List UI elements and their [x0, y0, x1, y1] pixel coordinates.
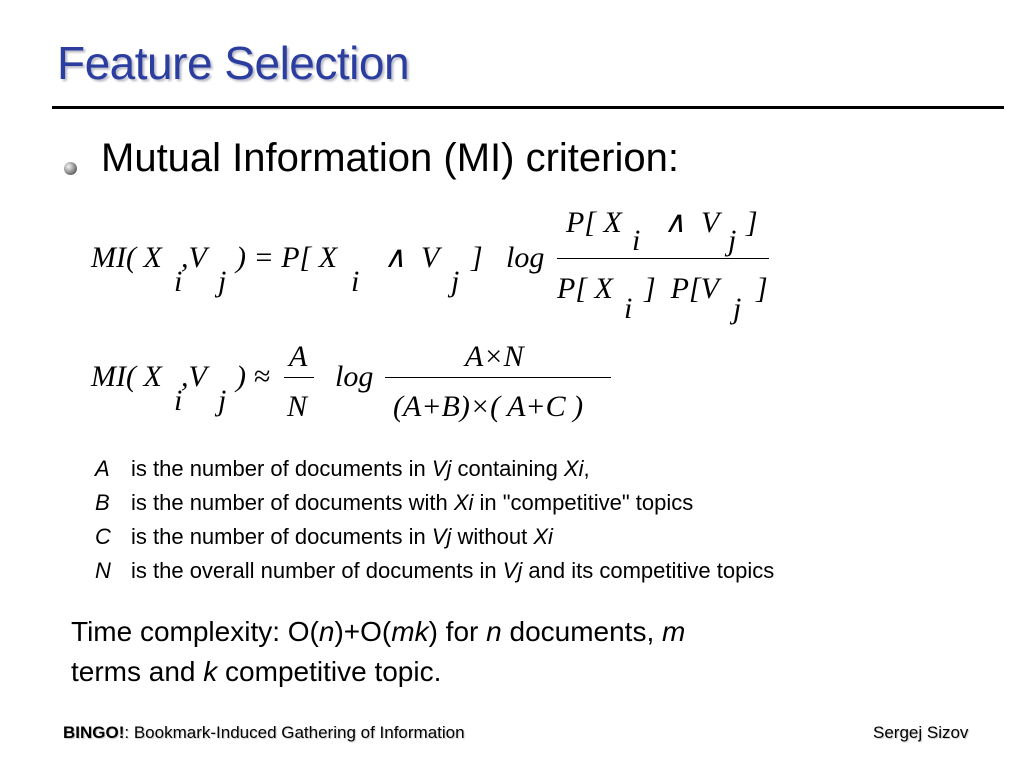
formula2-frac-den: N: [287, 390, 308, 423]
complexity-text: documents,: [501, 616, 663, 647]
formula1-den-sub-j: j: [733, 292, 742, 325]
definition-var: B: [95, 490, 110, 515]
definition-italic: Vj: [431, 524, 452, 549]
definition-italic: Xi: [533, 524, 553, 549]
definition-italic: Xi: [563, 456, 584, 481]
definition-a: [95, 452, 774, 486]
formula2-fraction-bar: [385, 377, 611, 378]
formula1-num-wedge: ∧ V: [664, 206, 720, 239]
footer-bingo: BINGO!: [63, 723, 125, 742]
definition-var: N: [95, 558, 111, 583]
formula1-num-sub-i: i: [632, 224, 641, 257]
formula1-sub-i2: i: [351, 265, 360, 298]
complexity-italic: mk: [391, 616, 429, 647]
formula1-log: log: [506, 241, 545, 274]
time-complexity-line1: [71, 612, 685, 652]
formula1-den-sub-i: i: [624, 292, 633, 325]
formula1-num-close: ]: [746, 206, 758, 239]
complexity-italic: m: [662, 616, 686, 647]
complexity-text: ) for: [428, 616, 487, 647]
complexity-italic: n: [486, 616, 502, 647]
formula2-comma-v: ,V: [181, 360, 207, 393]
definition-text: containing: [451, 456, 564, 481]
definition-text: in "competitive" topics: [473, 490, 694, 515]
variable-definitions: [95, 452, 774, 588]
formula2-sub-j: j: [218, 384, 227, 417]
complexity-italic: k: [203, 656, 218, 687]
complexity-text: Time complexity: O(: [71, 616, 319, 647]
formula1-sub-i: i: [174, 265, 183, 298]
formula2-den: (A+B)×( A+C ): [393, 390, 584, 423]
definition-n: [95, 554, 774, 588]
definition-italic: Vj: [431, 456, 452, 481]
definition-italic: Vj: [502, 558, 523, 583]
slide-title: Feature Selection: [57, 37, 410, 89]
definition-text: is the number of documents with: [131, 490, 454, 515]
complexity-text: competitive topic.: [217, 656, 442, 687]
formula1-den-p: P[ X: [557, 272, 613, 305]
definition-b: [95, 486, 774, 520]
definition-text: and its competitive topics: [522, 558, 775, 583]
bullet-text: Mutual Information (MI) criterion:: [101, 136, 679, 180]
footer-project-name: : Bookmark-Induced Gathering of Information: [124, 723, 465, 742]
formula1-sub-j: j: [218, 265, 227, 298]
formula2-num: A×N: [465, 340, 524, 373]
definition-text: is the number of documents in: [131, 456, 432, 481]
formula1-equals: ) = P[ X: [236, 241, 338, 274]
definition-var: A: [95, 456, 110, 481]
definition-var: C: [95, 524, 111, 549]
formula1-sub-j2: j: [451, 265, 460, 298]
title-rule: [52, 106, 1004, 109]
footer-author: Sergej Sizov: [873, 723, 969, 742]
footer-project: [63, 723, 465, 743]
formula1-fraction-bar: [557, 258, 769, 259]
formula1-den-mid: ] P[V: [644, 272, 719, 305]
formula1-den-close: ]: [756, 272, 768, 305]
formula2-log: log: [335, 360, 374, 393]
formula2-sub-i: i: [174, 384, 183, 417]
formula1-num-sub-j: j: [728, 224, 737, 257]
formula1-lhs: MI( X: [91, 241, 162, 274]
formula1-comma-v: ,V: [181, 241, 207, 274]
definition-text: without: [451, 524, 534, 549]
complexity-text: )+O(: [334, 616, 392, 647]
time-complexity: [71, 612, 685, 692]
formula2-small-fraction-bar: [284, 377, 314, 378]
formula2-frac-num: A: [289, 340, 308, 373]
formula1-num-p: P[ X: [566, 206, 622, 239]
formula2-approx: ) ≈: [236, 360, 270, 393]
formula1-wedge: ∧ V: [384, 241, 440, 274]
complexity-italic: n: [318, 616, 335, 647]
definition-italic: Xi: [453, 490, 474, 515]
definition-text: ,: [583, 456, 590, 481]
definition-text: is the overall number of documents in: [131, 558, 503, 583]
time-complexity-line2: [71, 652, 685, 692]
formula1-close: ]: [471, 241, 483, 274]
formula2-lhs: MI( X: [91, 360, 162, 393]
definition-c: [95, 520, 774, 554]
bullet-icon: [64, 162, 77, 175]
complexity-text: terms and: [71, 656, 204, 687]
definition-text: is the number of documents in: [131, 524, 432, 549]
